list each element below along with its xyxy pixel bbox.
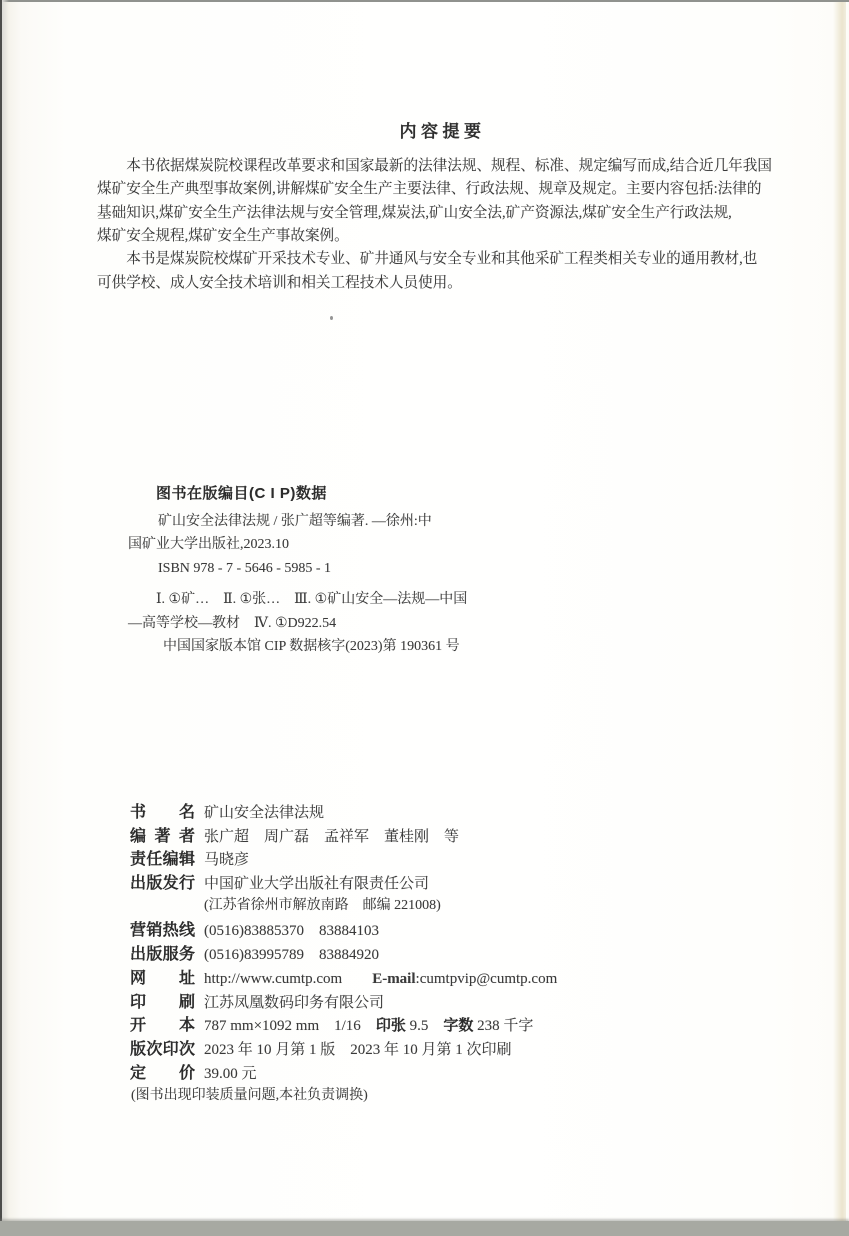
colophon-row-website <box>130 965 557 989</box>
scan-artifact-dot <box>330 316 333 320</box>
isbn-line: ISBN 978 - 7 - 5646 - 5985 - 1 <box>158 560 332 576</box>
colophon-label: 书名 <box>130 804 195 821</box>
colophon-row-publisher <box>130 870 557 894</box>
colophon-value <box>204 967 557 988</box>
colophon-label: 定价 <box>130 1064 195 1082</box>
colophon-row-editor <box>130 846 557 870</box>
colophon-value: 江苏凤凰数码印务有限公司 <box>204 994 385 1011</box>
sheets-value: 9.5 <box>405 1018 444 1035</box>
colophon-row-sales-hotline <box>130 917 557 941</box>
website-url: http://www.cumtp.com <box>204 970 373 987</box>
cip-heading: 图书在版编目(C I P)数据 <box>156 485 327 502</box>
summary-line: 可供学校、成人安全技术培训和相关工程技术人员使用。 <box>97 274 462 291</box>
cip-classification-line: Ⅰ. ①矿… Ⅱ. ①张… Ⅲ. ①矿山安全—法规—中国 <box>156 592 468 608</box>
colophon-value: 39.00 元 <box>204 1065 257 1082</box>
colophon-label: 出版发行 <box>130 875 195 893</box>
summary-line: 煤矿安全规程,煤矿安全生产事故案例。 <box>97 228 349 245</box>
cip-record-line: 中国国家版本馆 CIP 数据核字(2023)第 190361 号 <box>163 639 460 655</box>
colophon-value: 马晓彦 <box>204 852 250 869</box>
cip-classification-line: —高等学校—教材 Ⅳ. ①D922.54 <box>128 615 337 631</box>
email-label: E-mail <box>372 970 416 987</box>
cip-block <box>128 510 467 658</box>
scan-edge-bottom <box>0 1221 849 1236</box>
colophon-label: 出版服务 <box>130 946 195 964</box>
colophon-value: 矿山安全法律法规 <box>204 805 325 821</box>
colophon-value: (江苏省徐州市解放南路 邮编 221008) <box>204 897 441 913</box>
cip-title-line: 矿山安全法律法规 / 张广超等编著. —徐州:中 <box>158 514 432 529</box>
colophon-row-format <box>130 1012 557 1036</box>
colophon-row-edition <box>130 1036 557 1060</box>
colophon-label: 责任编辑 <box>130 851 195 869</box>
colophon-label: 印刷 <box>130 993 195 1011</box>
colophon-row-authors <box>130 823 557 847</box>
colophon-row-printer <box>130 989 557 1013</box>
colophon-row-price <box>130 1060 557 1084</box>
cip-title-line: 国矿业大学出版社,2023.10 <box>128 537 289 553</box>
summary-line: 本书是煤炭院校煤矿开采技术专业、矿井通风与安全专业和其他采矿工程类相关专业的通用教材,也 <box>97 251 758 268</box>
colophon-label: 网址 <box>130 969 195 987</box>
summary-line: 煤矿安全生产典型事故案例,讲解煤矿安全生产主要法律、行政法规、规章及规定。主要内容包括:法律的 <box>97 181 762 198</box>
scan-edge-left-shade <box>2 0 9 1236</box>
colophon-row-publishing-service <box>130 941 557 965</box>
scan-edge-right-shade <box>833 2 846 1221</box>
content-summary <box>97 155 813 295</box>
colophon-value: (0516)83885370 83884103 <box>204 923 379 940</box>
colophon-value: 张广超 周广磊 孟祥军 董桂刚 等 <box>204 828 460 845</box>
colophon-label: 编著者 <box>130 827 195 845</box>
colophon-row-publisher-address <box>130 894 557 918</box>
summary-line: 基础知识,煤矿安全生产法律法规与安全管理,煤炭法,矿山安全法,矿产资源法,煤矿安全生产行政法规, <box>97 204 732 221</box>
quality-note: (图书出现印装质量问题,本社负责调换) <box>131 1088 368 1103</box>
colophon-value: (0516)83995789 83884920 <box>204 947 379 964</box>
colophon <box>130 799 557 1083</box>
colophon-value: 中国矿业大学出版社有限责任公司 <box>204 876 430 893</box>
colophon-label: 版次印次 <box>130 1040 195 1058</box>
email-address: :cumtpvip@cumtp.com <box>415 970 558 987</box>
wordcount-value: 238 千字 <box>473 1018 534 1035</box>
colophon-row-book-title <box>130 799 557 823</box>
colophon-label: 营销热线 <box>130 922 195 940</box>
summary-line: 本书依据煤炭院校课程改革要求和国家最新的法律法规、规程、标准、规定编写而成,结合近几年我国 <box>97 158 772 174</box>
content-summary-heading: 内容提要 <box>399 122 486 141</box>
colophon-value <box>204 1014 533 1035</box>
format-size: 787 mm×1092 mm 1/16 <box>204 1018 376 1035</box>
wordcount-label: 字数 <box>443 1017 474 1035</box>
colophon-label: 开本 <box>130 1017 195 1035</box>
sheets-label: 印张 <box>375 1017 406 1035</box>
colophon-value: 2023 年 10 月第 1 版 2023 年 10 月第 1 次印刷 <box>204 1041 512 1058</box>
scan-edge-top <box>0 0 849 2</box>
